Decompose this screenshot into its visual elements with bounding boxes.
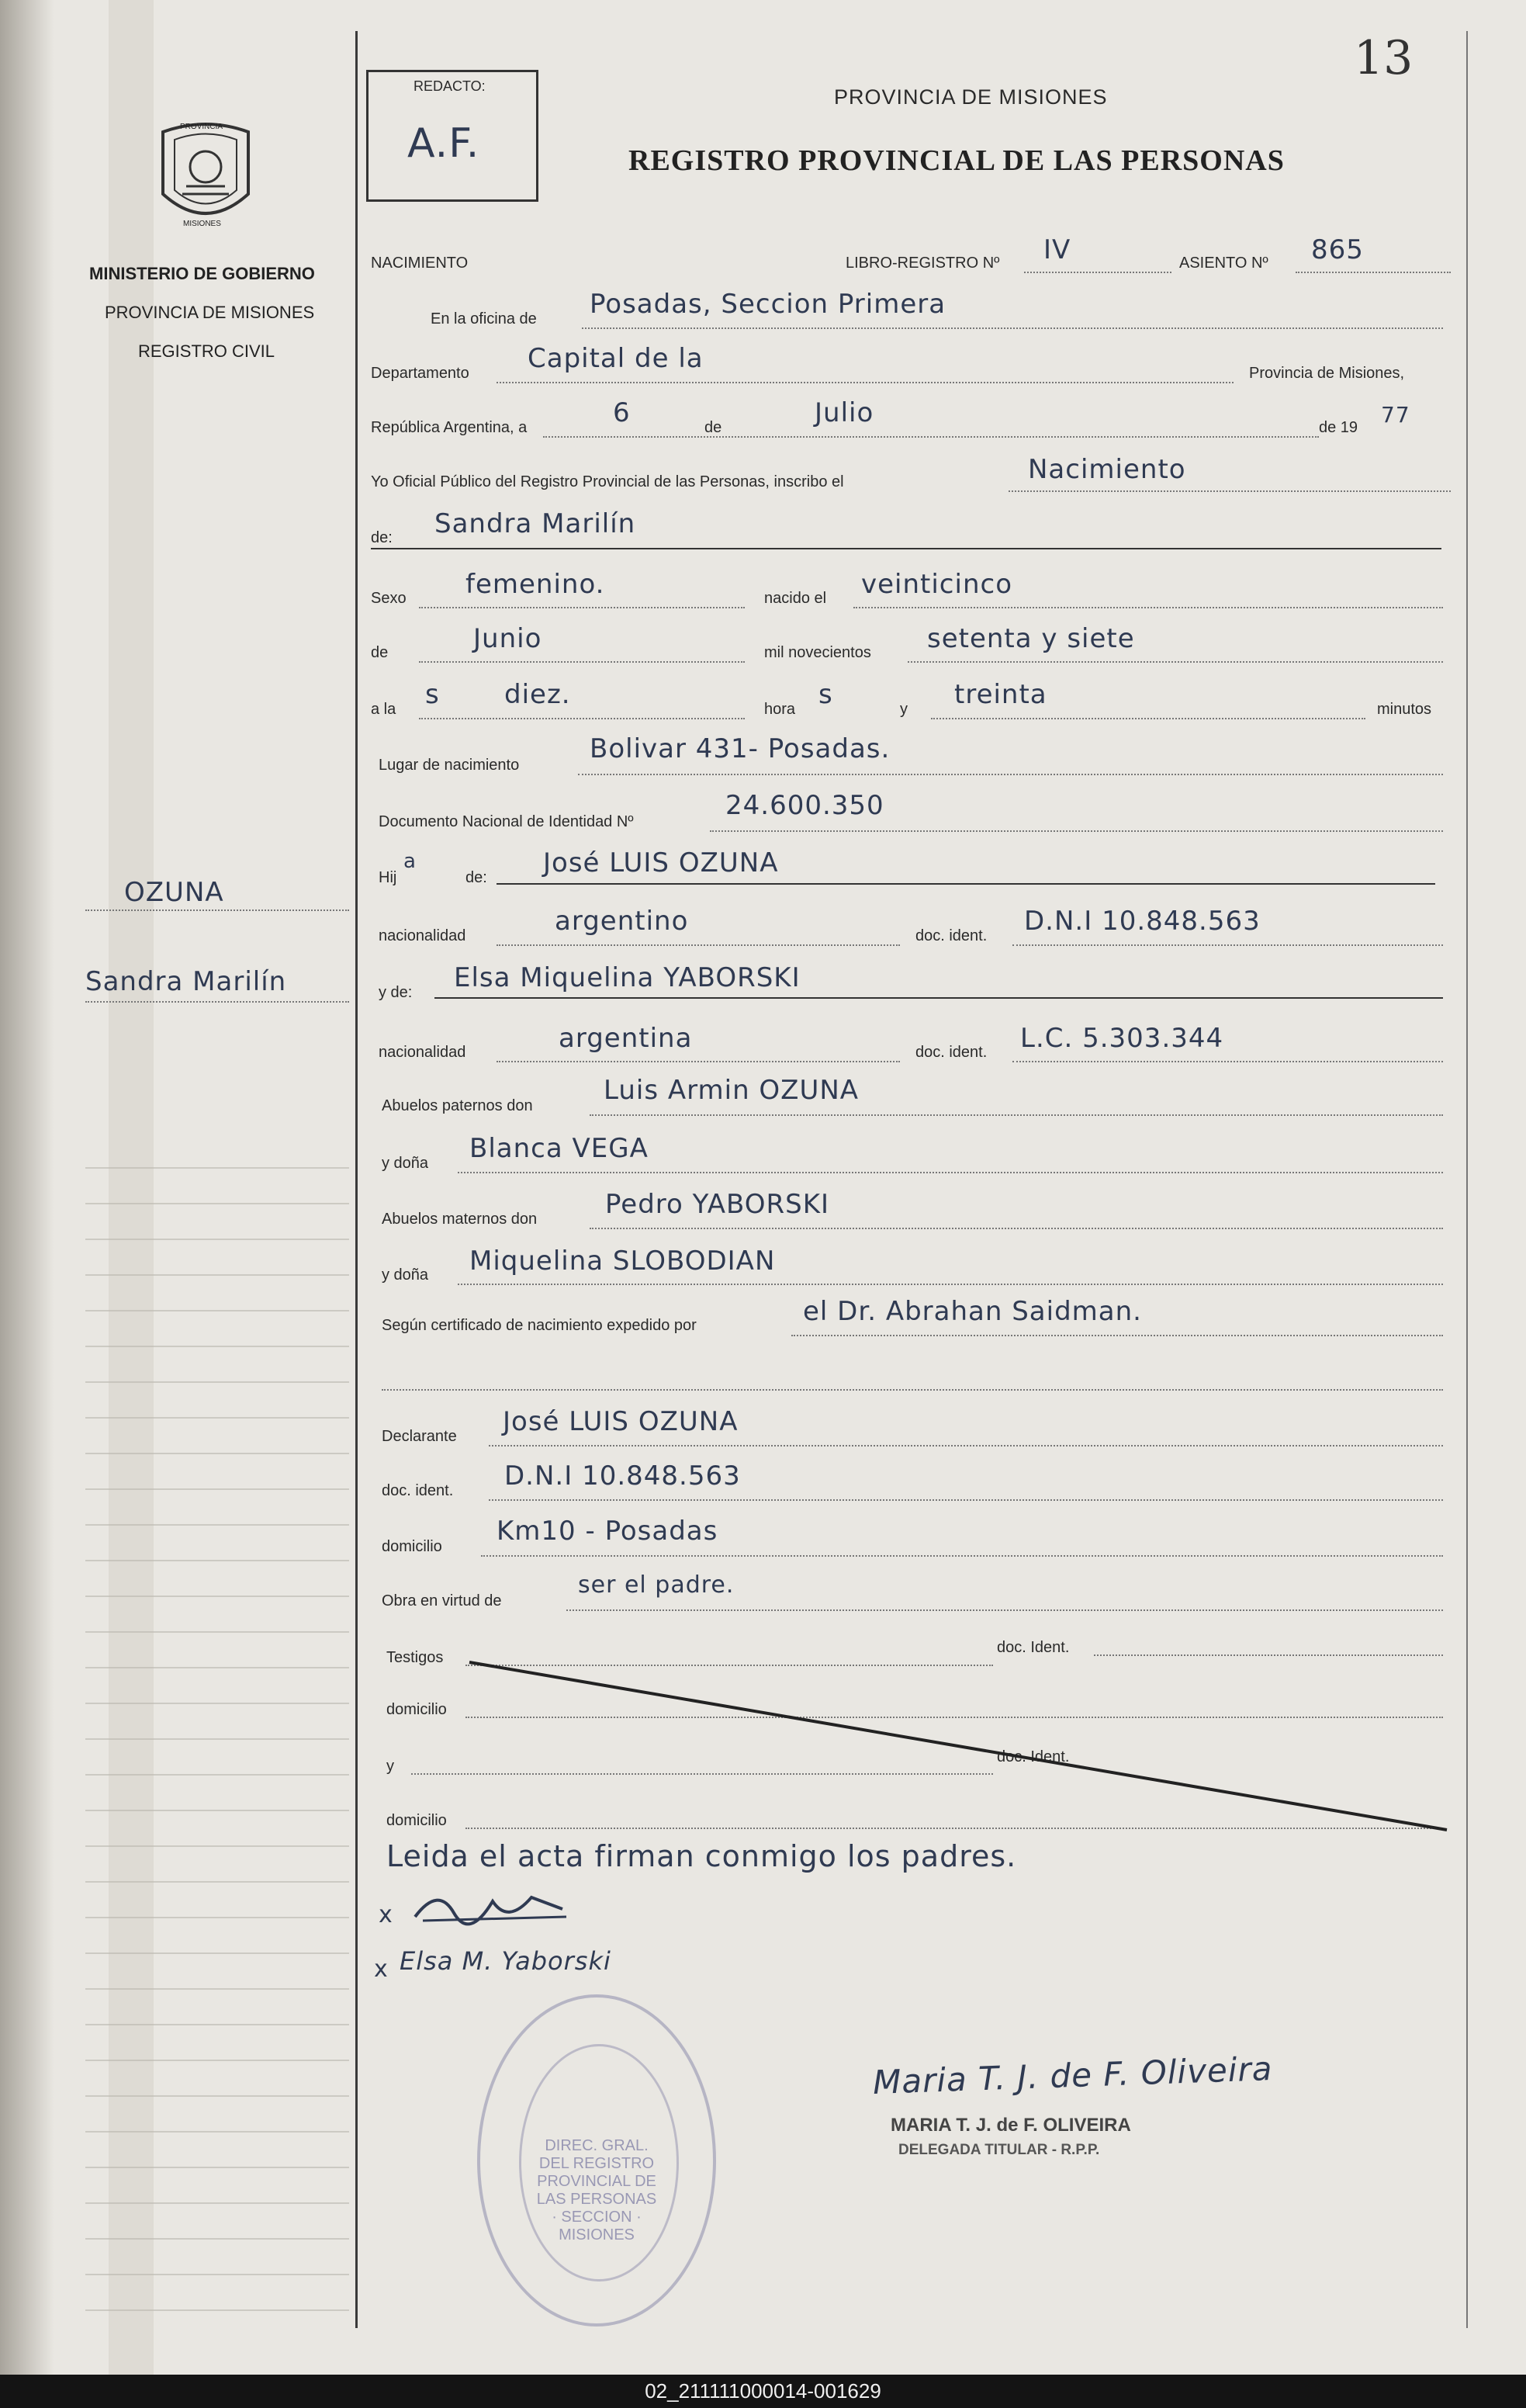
sex-value: femenino. <box>465 569 605 600</box>
father-line <box>497 883 1435 885</box>
certificate-value: el Dr. Abrahan Saidman. <box>803 1296 1142 1327</box>
signature-mark-2: x <box>374 1956 389 1983</box>
redacto-value: A.F. <box>407 120 480 167</box>
hours-label: hora <box>764 701 796 718</box>
father-doc-dots <box>1012 944 1443 946</box>
year-value: 77 <box>1381 402 1410 428</box>
margin-line-1 <box>85 909 349 911</box>
minutes-label: minutos <box>1377 701 1432 718</box>
official-stamp-name: MARIA T. J. de F. OLIVEIRA <box>891 2115 1131 2136</box>
binding-shadow <box>0 0 54 2375</box>
office-dots <box>582 327 1443 329</box>
father-name: José LUIS OZUNA <box>543 847 779 878</box>
margin-given-names: Sandra Marilín <box>85 966 287 997</box>
maternal-don-dots <box>590 1228 1443 1229</box>
month-value: Julio <box>815 397 874 428</box>
domicile-value: Km10 - Posadas <box>497 1516 718 1547</box>
mother-line <box>434 997 1443 999</box>
mother-name: Elsa Miquelina YABORSKI <box>454 962 801 993</box>
certificate-dots <box>791 1335 1443 1336</box>
department-dots <box>497 382 1234 383</box>
father-doc: D.N.I 10.848.563 <box>1024 906 1261 937</box>
mother-nationality: argentina <box>559 1023 693 1054</box>
de-label: de <box>704 419 722 436</box>
certificate-dots-2 <box>382 1389 1443 1391</box>
declarant-dots <box>489 1445 1443 1447</box>
witness-y-label: y <box>386 1758 394 1775</box>
crest-bottom-text: MISIONES <box>183 220 221 228</box>
image-id-bar <box>0 2375 1526 2408</box>
mother-nationality-dots <box>497 1061 900 1062</box>
paternal-don: Luis Armin OZUNA <box>604 1075 860 1106</box>
page-number: 13 <box>1354 31 1414 85</box>
minutes-dots <box>931 718 1365 719</box>
office-value: Posadas, Seccion Primera <box>590 289 946 320</box>
domicile-label: domicilio <box>382 1538 442 1555</box>
department-label: Departamento <box>371 365 469 382</box>
child-label: Hij <box>379 869 397 886</box>
dni-value: 24.600.350 <box>725 790 884 821</box>
born-de-label: de <box>371 644 389 661</box>
born-label: nacido el <box>764 590 827 607</box>
margin-ruled-lines <box>85 1133 349 2313</box>
y-label: y <box>900 701 908 718</box>
page-right-edge <box>1466 31 1468 2328</box>
registry-label: REGISTRO CIVIL <box>138 341 275 361</box>
maternal-dona-dots <box>458 1284 1443 1285</box>
hour-value: diez. <box>504 679 571 710</box>
ministry-label: MINISTERIO DE GOBIERNO <box>89 264 315 283</box>
dni-label: Documento Nacional de Identidad Nº <box>379 813 634 830</box>
mother-yde-label: y de: <box>379 984 413 1001</box>
maternal-dona: Miquelina SLOBODIAN <box>469 1246 776 1277</box>
born-year-dots <box>908 661 1443 663</box>
margin-line-2 <box>85 1001 349 1003</box>
margin-surname: OZUNA <box>124 877 224 908</box>
department-value: Capital de la <box>528 343 704 374</box>
born-value: veinticinco <box>861 569 1012 600</box>
redacto-box <box>366 70 538 202</box>
signature-mark-1: x <box>379 1901 393 1928</box>
birthplace-dots <box>578 774 1443 775</box>
entry-value: 865 <box>1311 234 1364 265</box>
mother-nationality-label: nacionalidad <box>379 1044 466 1061</box>
certificate-label: Según certificado de nacimiento expedido por <box>382 1317 697 1334</box>
book-value: IV <box>1043 234 1071 265</box>
official-value: Nacimiento <box>1028 454 1186 485</box>
year-label: de 19 <box>1319 419 1358 436</box>
child-suffix: a <box>403 850 417 873</box>
declarant-label: Declarante <box>382 1428 457 1445</box>
witness-domicile2-label: domicilio <box>386 1812 447 1829</box>
redacto-label: REDACTO: <box>414 78 486 94</box>
maternal-don: Pedro YABORSKI <box>605 1189 830 1220</box>
declarant-value: José LUIS OZUNA <box>503 1406 739 1437</box>
hour-dots <box>419 718 745 719</box>
official-stamp-title: DELEGADA TITULAR - R.P.P. <box>898 2142 1100 2158</box>
date-dots <box>543 436 1319 438</box>
birthplace-label: Lugar de nacimiento <box>379 757 520 774</box>
mother-doc-label: doc. ident. <box>915 1044 988 1061</box>
dni-dots <box>710 830 1443 832</box>
office-label: En la oficina de <box>431 310 537 327</box>
registry-round-stamp <box>477 1994 716 2327</box>
paternal-dona-label: y doña <box>382 1155 429 1172</box>
hours-suffix: s <box>818 679 833 710</box>
image-id: 02_211111000014-001629 <box>645 2379 881 2403</box>
domicile-dots <box>481 1555 1443 1557</box>
father-signature <box>407 1878 578 1932</box>
province-suffix: Provincia de Misiones, <box>1249 365 1405 382</box>
provincial-crest-icon <box>155 116 256 233</box>
column-divider <box>355 31 358 2328</box>
record-type-label: NACIMIENTO <box>371 255 469 272</box>
birthplace-value: Bolivar 431- Posadas. <box>590 733 891 764</box>
entry-dots <box>1296 272 1451 273</box>
acting-value: ser el padre. <box>578 1571 735 1599</box>
witnesses-label: Testigos <box>386 1649 444 1666</box>
closing-text: Leida el acta firman conmigo los padres. <box>386 1839 1017 1873</box>
witness-domicile-label: domicilio <box>386 1701 447 1718</box>
page-title: REGISTRO PROVINCIAL DE LAS PERSONAS <box>628 144 1285 177</box>
minutes-value: treinta <box>954 679 1047 710</box>
child-de-label: de: <box>465 869 487 886</box>
witness-doc-label: doc. Ident. <box>997 1639 1070 1656</box>
born-month: Junio <box>473 623 542 654</box>
official-signature: Maria T. J. de F. Oliveira <box>872 2049 1274 2101</box>
person-de-label: de: <box>371 529 393 546</box>
paternal-dona: Blanca VEGA <box>469 1133 649 1164</box>
at-label: a la <box>371 701 396 718</box>
day-value: 6 <box>613 397 631 428</box>
maternal-dona-label: y doña <box>382 1266 429 1284</box>
witness-strike-line <box>465 1653 1451 1839</box>
official-label: Yo Oficial Público del Registro Provincial de las Personas, inscribo el <box>371 473 844 490</box>
paternal-dona-dots <box>458 1172 1443 1173</box>
republic-label: República Argentina, a <box>371 419 528 436</box>
book-dots <box>1024 272 1171 273</box>
father-nationality-label: nacionalidad <box>379 927 466 944</box>
declarant-doc-dots <box>489 1499 1443 1501</box>
born-dots <box>853 607 1443 608</box>
crest-top-text: PROVINCIA <box>180 123 223 131</box>
thousand-label: mil novecientos <box>764 644 871 661</box>
paternal-label: Abuelos paternos don <box>382 1097 533 1114</box>
acting-dots <box>566 1609 1443 1611</box>
round-stamp-text: DIREC. GRAL. DEL REGISTRO PROVINCIAL DE LAS PERSONAS · SECCION · MISIONES <box>536 2137 657 2243</box>
acting-label: Obra en virtud de <box>382 1592 502 1609</box>
sex-dots <box>419 607 745 608</box>
book-label: LIBRO-REGISTRO Nº <box>846 255 1000 272</box>
father-doc-label: doc. ident. <box>915 927 988 944</box>
entry-label: ASIENTO Nº <box>1179 255 1268 272</box>
at-suffix: s <box>425 679 440 710</box>
province-subtitle: PROVINCIA DE MISIONES <box>834 85 1108 109</box>
sex-label: Sexo <box>371 590 407 607</box>
mother-signature: Elsa M. Yaborski <box>400 1946 611 1976</box>
person-name: Sandra Marilín <box>434 508 636 539</box>
father-nationality: argentino <box>555 906 689 937</box>
paternal-don-dots <box>590 1114 1443 1116</box>
person-name-line <box>371 548 1441 549</box>
father-nationality-dots <box>497 944 900 946</box>
mother-doc-dots <box>1012 1061 1443 1062</box>
declarant-doc: D.N.I 10.848.563 <box>504 1460 741 1492</box>
born-month-dots <box>419 661 745 663</box>
province-label: PROVINCIA DE MISIONES <box>105 303 315 322</box>
witness-doc2-label: doc. Ident. <box>997 1748 1070 1765</box>
maternal-label: Abuelos maternos don <box>382 1211 538 1228</box>
mother-doc: L.C. 5.303.344 <box>1020 1023 1224 1054</box>
born-year: setenta y siete <box>927 623 1135 654</box>
official-dots <box>1009 490 1451 492</box>
declarant-doc-label: doc. ident. <box>382 1482 454 1499</box>
